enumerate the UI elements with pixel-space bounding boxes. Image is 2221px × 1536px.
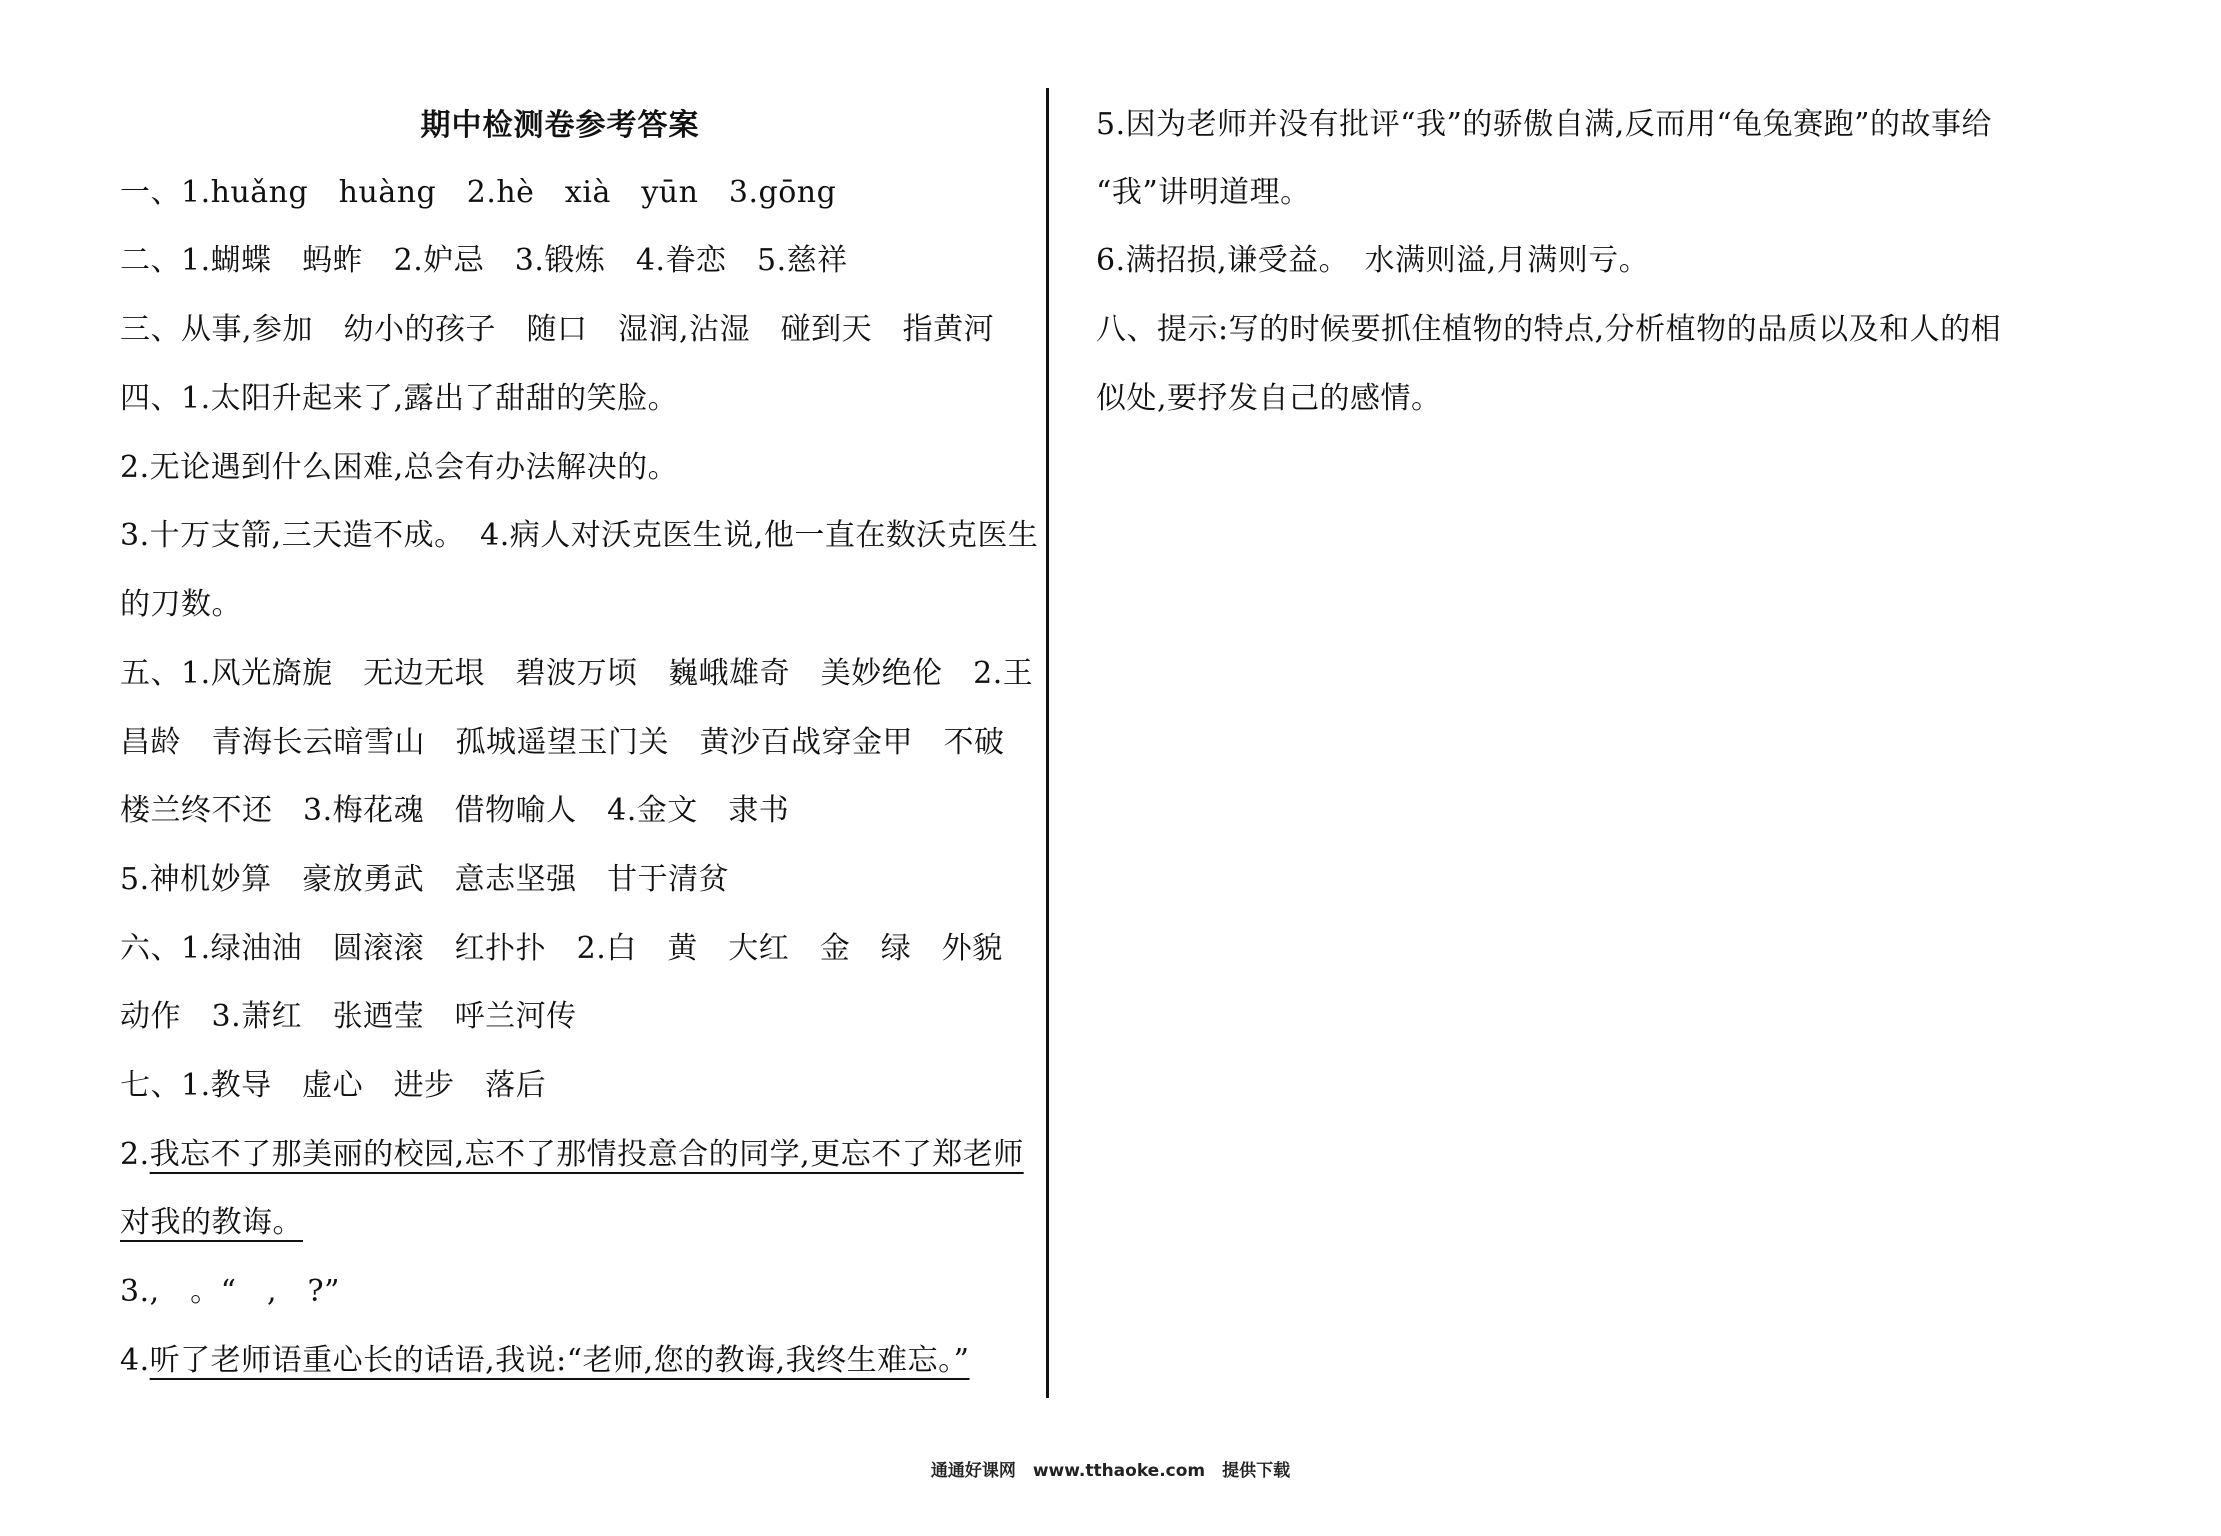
answer-line-7-5a: 5.因为老师并没有批评“我”的骄傲自满,反而用“龟兔赛跑”的故事给 — [1096, 107, 1993, 142]
answer-line-7-1: 七、1.教导 虚心 进步 落后 — [120, 1068, 547, 1103]
underlined-answer: 我忘不了那美丽的校园,忘不了那情投意合的同学,更忘不了郑老师 — [149, 1137, 1024, 1172]
underlined-answer: 听了老师语重心长的话语,我说:“老师,您的教诲,我终生难忘。” — [149, 1343, 970, 1378]
page-title: 期中检测卷参考答案 — [420, 108, 700, 143]
answer-line-4-2: 2.无论遇到什么困难,总会有办法解决的。 — [120, 450, 679, 485]
answer-line-5-3: 楼兰终不还 3.梅花魂 借物喻人 4.金文 隶书 — [120, 793, 790, 828]
answer-line-1: 一、1.huǎng huàng 2.hè xià yūn 3.gōng — [120, 175, 837, 210]
answer-line-6-1: 六、1.绿油油 圆滚滚 红扑扑 2.白 黄 大红 金 绿 外貌 — [120, 931, 1003, 966]
answer-line-5-1: 五、1.风光旖旎 无边无垠 碧波万顷 巍峨雄奇 美妙绝伦 2.王 — [120, 656, 1034, 691]
answer-line-3: 三、从事,参加 幼小的孩子 随口 湿润,沾湿 碰到天 指黄河 — [120, 312, 995, 347]
answer-line-4-3b: 的刀数。 — [120, 587, 242, 622]
answer-number: 2. — [120, 1137, 150, 1172]
answer-line-5-4: 5.神机妙算 豪放勇武 意志坚强 甘于清贫 — [120, 862, 730, 897]
answer-line-4-3a: 3.十万支箭,三天造不成。 4.病人对沃克医生说,他一直在数沃克医生 — [120, 518, 1039, 553]
answer-line-7-4 — [120, 1341, 970, 1381]
answer-number: 4. — [120, 1343, 150, 1378]
answer-line-8a: 八、提示:写的时候要抓住植物的特点,分析植物的品质以及和人的相 — [1096, 312, 2002, 347]
answer-line-7-2a — [120, 1135, 1024, 1175]
answer-line-8b: 似处,要抒发自己的感情。 — [1096, 381, 1442, 416]
footer-source: 通通好课网 www.tthaoke.com 提供下载 — [930, 1461, 1291, 1481]
answer-line-7-3: 3., 。“ , ?” — [120, 1274, 340, 1309]
column-divider — [1046, 88, 1049, 1398]
answer-line-2: 二、1.蝴蝶 蚂蚱 2.妒忌 3.锻炼 4.眷恋 5.慈祥 — [120, 243, 848, 278]
answer-line-7-6: 6.满招损,谦受益。 水满则溢,月满则亏。 — [1096, 243, 1650, 278]
answer-line-6-2: 动作 3.萧红 张迺莹 呼兰河传 — [120, 999, 577, 1034]
underlined-answer: 对我的教诲。 — [120, 1205, 303, 1240]
answer-line-4-1: 四、1.太阳升起来了,露出了甜甜的笑脸。 — [120, 381, 679, 416]
answer-line-7-2b — [120, 1203, 303, 1243]
answer-line-7-5b: “我”讲明道理。 — [1096, 175, 1311, 210]
answer-line-5-2: 昌龄 青海长云暗雪山 孤城遥望玉门关 黄沙百战穿金甲 不破 — [120, 725, 1005, 760]
